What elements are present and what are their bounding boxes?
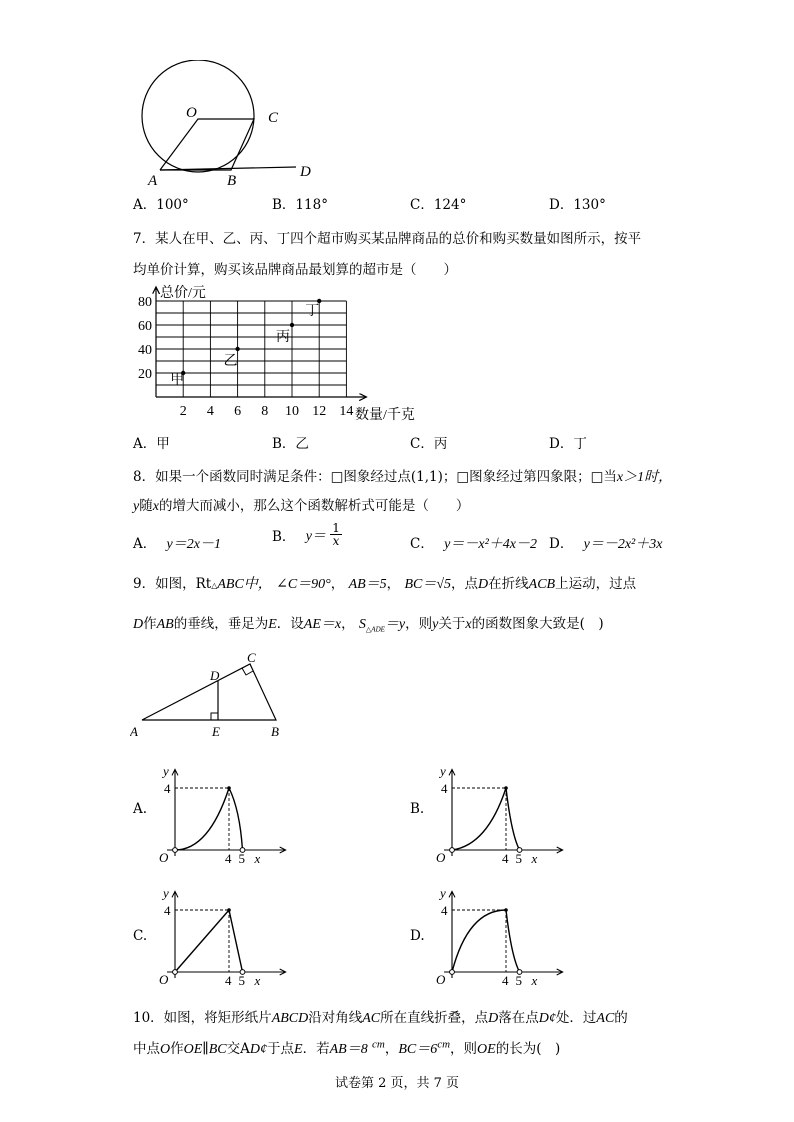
q8-text-line2: y随x的增大而减小，那么这个函数解析式可能是（ ） <box>133 498 470 514</box>
q7-text-line2: 均单价计算，购买该品牌商品最划算的超市是（ ） <box>133 262 457 278</box>
q6-option-b[interactable]: B．118° <box>272 197 328 213</box>
q8-option-a[interactable]: A． y＝2x－1 <box>133 536 221 552</box>
q8-option-c[interactable]: C． y＝－x²＋4x－2 <box>410 536 537 552</box>
rhombus-oabc <box>160 119 254 170</box>
q9-option-a[interactable]: A. <box>133 801 148 817</box>
peak-dot <box>504 786 508 790</box>
origin-label: O <box>436 972 446 987</box>
q8-text-line1: 8．如果一个函数同时满足条件：□图象经过点(1,1)；□图象经过第四象限；□当x＞1时， <box>133 469 673 485</box>
y-label: y <box>163 885 169 901</box>
q6-option-d[interactable]: D．130° <box>549 197 606 213</box>
y-tick-4: 4 <box>164 781 171 796</box>
circle-figure <box>128 60 328 190</box>
point-label: 丁 <box>305 304 320 319</box>
q6-option-a[interactable]: A．100° <box>133 197 189 213</box>
x-tick-label: 12 <box>312 404 327 419</box>
x-tick-label: 2 <box>179 404 187 419</box>
x-axis-label: 数量/千克 <box>355 408 415 423</box>
y-axis-label: 总价/元 <box>160 286 206 301</box>
data-point <box>290 323 294 327</box>
x-tick-5: 5 <box>238 973 245 988</box>
label-c: C <box>268 110 279 126</box>
open-dot-origin <box>450 970 455 975</box>
label-b: B <box>271 724 279 739</box>
label-a: A <box>148 173 158 189</box>
data-point <box>235 347 239 351</box>
y-tick-label: 60 <box>138 319 152 334</box>
origin-label: O <box>159 972 169 987</box>
label-o: O <box>186 105 197 121</box>
open-dot-origin <box>450 848 455 853</box>
q9-option-b[interactable]: B. <box>410 801 425 817</box>
x-tick-5: 5 <box>515 973 522 988</box>
right-angle-e <box>211 713 218 720</box>
point-label: 乙 <box>223 354 238 369</box>
x-tick-4: 4 <box>502 851 509 866</box>
q10-text-line2: 中点O作OE∥BC交AD¢于点E．若AB＝8 $^{cm}$，$BC=6^{cm}$，则OE的长为( ) <box>133 1038 561 1057</box>
y-tick-4: 4 <box>441 903 448 918</box>
x-tick-label: 4 <box>206 404 214 419</box>
q9-graph-c <box>155 880 305 990</box>
x-tick-label: 6 <box>234 404 242 419</box>
q7-option-a[interactable]: A．甲 <box>133 436 170 452</box>
open-dot-origin <box>173 848 178 853</box>
q7-option-d[interactable]: D．丁 <box>549 436 587 452</box>
x-tick-4: 4 <box>225 851 232 866</box>
label-b: B <box>227 173 237 189</box>
q9-text-line1: 9．如图，Rt△ABC中， ∠C＝90°， AB＝5， BC＝√5，点D在折线ACB上运动，过点 <box>133 576 637 592</box>
point-label: 丙 <box>276 330 290 345</box>
peak-dot <box>504 908 508 912</box>
fraction-1-over-x: $\frac{1}{x}$ <box>332 521 340 548</box>
x-tick-5: 5 <box>515 851 522 866</box>
q10-text-line1: 10．如图，将矩形纸片ABCD沿对角线AC所在直线折叠，点D落在点D¢处．过AC的 <box>133 1010 628 1026</box>
x-label: x <box>254 973 261 988</box>
right-angle-c <box>242 668 253 675</box>
q9-graph-d <box>432 880 582 990</box>
label-d: D <box>300 164 311 180</box>
y-label: y <box>440 763 446 779</box>
q7-option-b[interactable]: B．乙 <box>272 436 309 452</box>
q7-option-c[interactable]: C．丙 <box>410 436 448 452</box>
q9-graph-b <box>432 758 582 868</box>
q9-option-d[interactable]: D. <box>410 928 425 944</box>
function-curve <box>175 788 243 850</box>
peak-dot <box>227 786 231 790</box>
q9-text-line2: D作AB的垂线，垂足为E．设AE＝x， $S_{\triangle ADE}=y$，则y关于x的函数图象大致是( ) <box>133 616 604 634</box>
x-tick-5: 5 <box>238 851 245 866</box>
y-tick-label: 40 <box>138 343 152 358</box>
x-tick-label: 10 <box>285 404 299 419</box>
label-e: E <box>212 724 220 739</box>
y-tick-4: 4 <box>441 781 448 796</box>
point-label: 甲 <box>170 373 185 388</box>
q6-option-c[interactable]: C．124° <box>410 197 467 213</box>
x-label: x <box>531 851 538 866</box>
function-curve <box>175 910 243 972</box>
label-a: A <box>130 724 138 739</box>
q7-text-line1: 7．某人在甲、乙、丙、丁四个超市购买某品牌商品的总价和购买数量如图所示，按平 <box>133 231 642 247</box>
x-tick-4: 4 <box>225 973 232 988</box>
q9-triangle-figure <box>130 650 300 740</box>
peak-dot <box>227 908 231 912</box>
x-tick-4: 4 <box>502 973 509 988</box>
origin-label: O <box>159 850 169 865</box>
page-footer: 试卷第 2 页，共 7 页 <box>334 1076 460 1091</box>
y-tick-label: 80 <box>138 295 152 310</box>
y-tick-4: 4 <box>164 903 171 918</box>
function-curve <box>452 788 520 850</box>
triangle-abc <box>142 664 276 720</box>
x-tick-label: 8 <box>261 404 269 419</box>
y-tick-label: 20 <box>138 367 152 382</box>
origin-label: O <box>436 850 446 865</box>
q8-option-b[interactable]: B． y＝ $\frac{1}{x}$ <box>272 521 340 548</box>
label-d: D <box>210 668 220 683</box>
q7-chart <box>130 280 430 430</box>
open-dot-origin <box>173 970 178 975</box>
q8-option-d[interactable]: D． y＝－2x²＋3x <box>549 536 663 552</box>
q9-graph-a <box>155 758 305 868</box>
x-tick-label: 14 <box>339 404 354 419</box>
x-label: x <box>254 851 261 866</box>
y-label: y <box>163 763 169 779</box>
y-label: y <box>440 885 446 901</box>
x-label: x <box>531 973 538 988</box>
label-c: C <box>247 650 256 665</box>
q9-option-c[interactable]: C. <box>133 928 148 944</box>
function-curve <box>452 910 520 972</box>
data-point <box>317 299 321 303</box>
